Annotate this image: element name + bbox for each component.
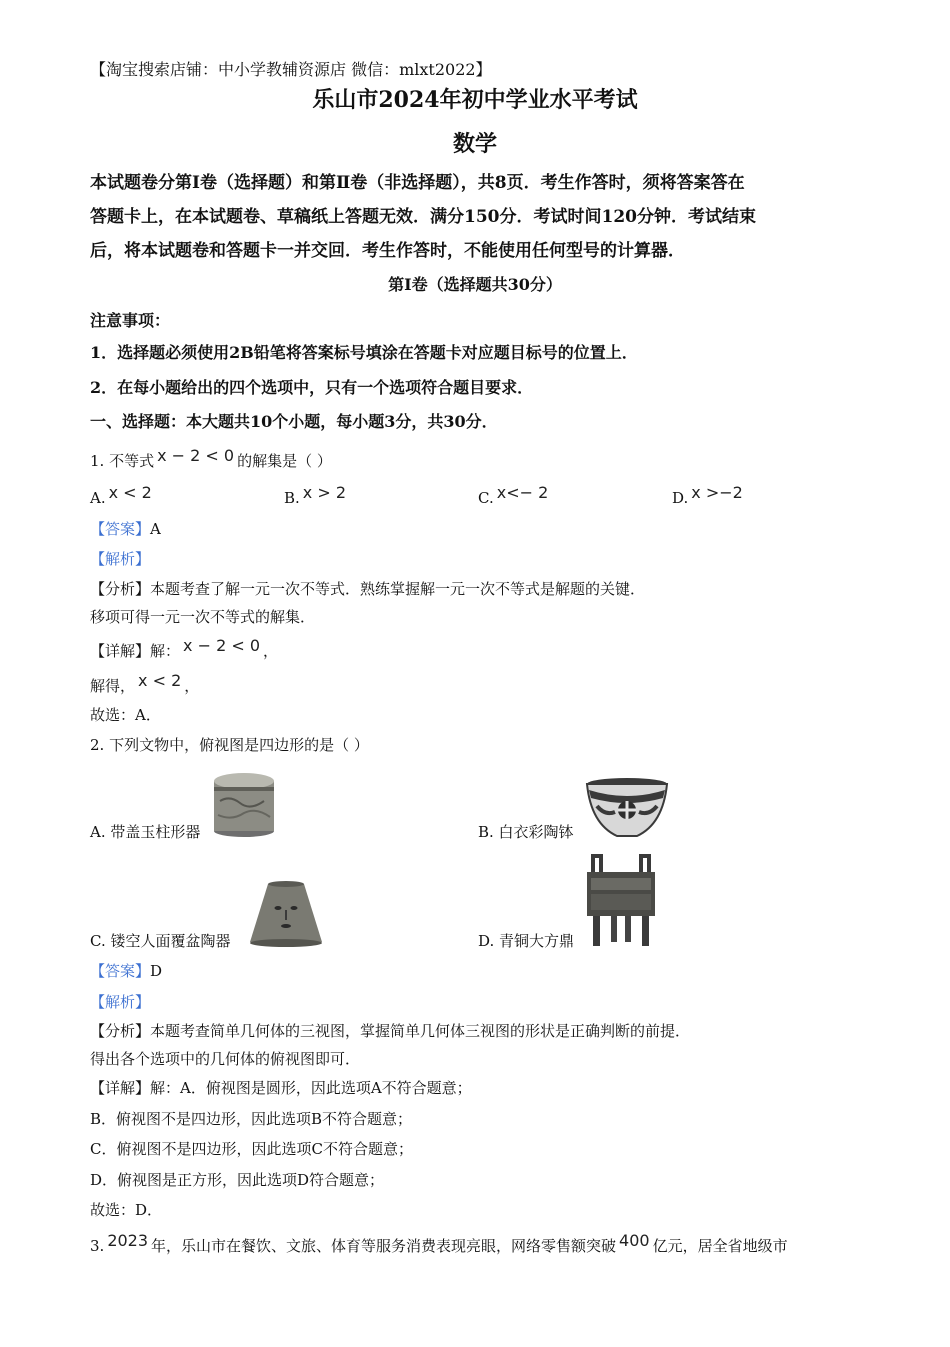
bronze-ding-icon	[583, 852, 659, 948]
subject-title: 数学	[452, 131, 497, 157]
painted-bowl-icon	[583, 776, 671, 840]
intro-line-3: 后，将本试题卷和答题卡一并交回．考生作答时，不能使用任何型号的计算器．	[90, 241, 685, 261]
exam-title: 乐山市2024年初中学业水平考试	[312, 87, 638, 113]
q1-stem: 1. 不等式 x − 2 < 0 的解集是（ ）	[90, 446, 332, 470]
q1-fenxi-2: 移项可得一元一次不等式的解集．	[90, 608, 316, 626]
q2-option-a-label: A. 带盖玉柱形器	[90, 823, 201, 841]
q1-option-a: A. x < 2	[90, 483, 152, 507]
q2-option-b-label: B. 白衣彩陶钵	[478, 823, 574, 841]
q3-stem: 3. 2023 年，乐山市在餐饮、文旅、体育等服务消费表现亮眼，网络零售额突破 400 亿元，居全省地级市	[90, 1231, 788, 1255]
q2-option-d-label: D. 青铜大方鼎	[478, 932, 575, 950]
intro-line-2: 答题卡上，在本试题卷、草稿纸上答题无效．满分150分．考试时间120分钟．考试结束	[90, 207, 756, 227]
q2-answer: 【答案】D	[90, 962, 163, 980]
note-2: 2．在每小题给出的四个选项中，只有一个选项符合题目要求．	[90, 378, 534, 397]
jade-cylinder-icon	[210, 767, 278, 839]
note-1: 1．选择题必须使用2B铅笔将答案标号填涂在答题卡对应题目标号的位置上．	[90, 343, 638, 362]
section-1-title: 一、选择题：本大题共10个小题，每小题3分，共30分．	[90, 412, 498, 431]
q1-option-c: C. x<− 2	[478, 483, 549, 507]
intro-line-1: 本试题卷分第Ⅰ卷（选择题）和第Ⅱ卷（非选择题），共8页．考生作答时，须将答案答在	[90, 173, 745, 193]
q1-final: 故选：A．	[90, 706, 161, 724]
q1-fenxi: 【分析】本题考查了解一元一次不等式．熟练掌握解一元一次不等式是解题的关键．	[90, 580, 646, 598]
face-pottery-icon	[246, 880, 326, 948]
q1-detail: 【详解】解： x − 2 < 0 ，	[90, 636, 279, 660]
q2-line-b: B．俯视图不是四边形，因此选项B不符合题意；	[90, 1110, 413, 1128]
q2-analysis-label: 【解析】	[90, 993, 151, 1011]
q1-inequality: x − 2 < 0	[157, 446, 235, 465]
part1-title: 第Ⅰ卷（选择题共30分）	[388, 275, 562, 294]
q2-final: 故选：D．	[90, 1201, 163, 1219]
page-header: 【淘宝搜索店铺：中小学教辅资源店 微信：mlxt2022】	[90, 60, 492, 79]
q2-detail: 【详解】解：A．俯视图是圆形，因此选项A不符合题意；	[90, 1079, 472, 1097]
q2-line-c: C．俯视图不是四边形，因此选项C不符合题意；	[90, 1140, 413, 1158]
q2-stem: 2. 下列文物中，俯视图是四边形的是（ ）	[90, 736, 369, 754]
q2-fenxi: 【分析】本题考查简单几何体的三视图，掌握简单几何体三视图的形状是正确判断的前提．	[90, 1022, 691, 1040]
q1-analysis-label: 【解析】	[90, 550, 151, 568]
q1-solve: 解得， x < 2 ，	[90, 671, 200, 695]
q2-option-c-label: C. 镂空人面覆盆陶器	[90, 932, 231, 950]
q2-line-d: D．俯视图是正方形，因此选项D符合题意；	[90, 1171, 385, 1189]
notes-title: 注意事项：	[90, 311, 171, 330]
q1-option-d: D. x >−2	[672, 483, 743, 507]
q1-option-b: B. x > 2	[284, 483, 347, 507]
q1-answer: 【答案】A	[90, 520, 161, 538]
q2-fenxi-2: 得出各个选项中的几何体的俯视图即可．	[90, 1050, 361, 1068]
